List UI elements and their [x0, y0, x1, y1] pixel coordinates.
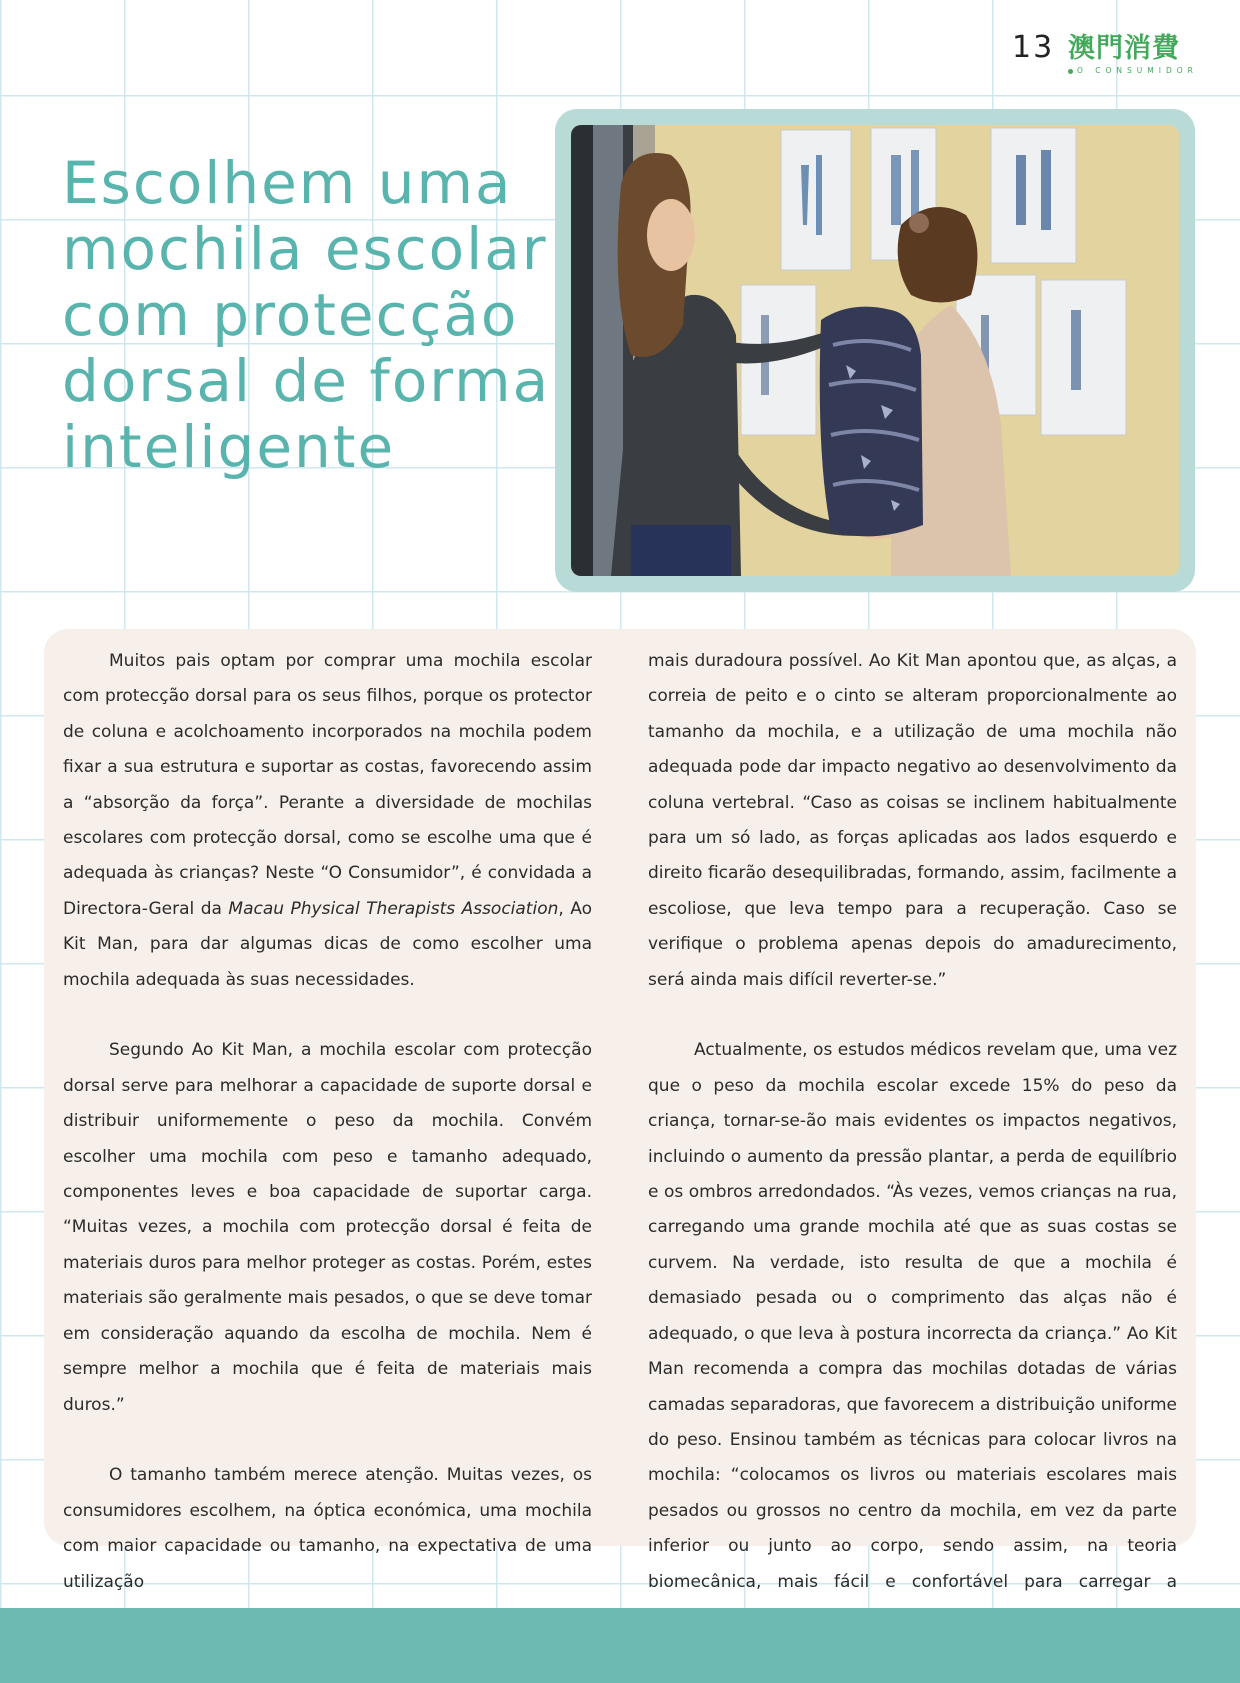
article-column-right: [648, 644, 1177, 1671]
paragraph-1-text-a: Muitos pais optam por comprar uma mochila escolar com protecção dorsal para os seus filhos, porque os protector de coluna e acolchoamento incorporados na mochila podem fixar a sua estrutura e suportar as costas, favorecendo assim a “absorção da força”. Perante a diversidade de mochilas escolares com protecção dorsal, como se escolhe uma que é adequada às crianças? Neste “O Consumidor”, é convidada a Directora-Geral da: [63, 651, 592, 919]
article-paragraph-1: [63, 644, 592, 998]
article-paragraph-3-end: mais duradoura possível. Ao Kit Man apontou que, as alças, a correia de peito e o cinto se alteram proporcionalmente ao tamanho da mochila, e a utilização de uma mochila não adequada pode dar impacto negativo ao desenvolvimento da coluna vertebral. “Caso as coisas se inclinem habitualmente para um só lado, as forças aplicadas aos lados esquerdo e direito ficarão desequilibradas, formando, assim, facilmente a escoliose, que leva tempo para a recuperação. Caso se verifique o problema apenas depois do amadurecimento, será ainda mais difícil reverter-se.”: [648, 651, 1177, 990]
photo-physiotherapist-adjusting-backpack-icon: [571, 125, 1179, 576]
page-number: 13: [1012, 30, 1055, 65]
article-paragraph-3-start: O tamanho também merece atenção. Muitas vezes, os consumidores escolhem, na óptica económica, uma mochila com maior capacidade ou tamanho, na expectativa de uma utilização: [63, 1465, 592, 1592]
footer-band: [0, 1608, 1240, 1683]
article-title: Escolhem uma mochila escolar com protecção dorsal de forma inteligente: [62, 149, 551, 481]
paragraph-1-text-b: , Ao Kit Man, para dar algumas dicas de como escolher uma mochila adequada às suas necessidades.: [63, 898, 592, 990]
logo-chinese-text: 澳門消費: [1068, 33, 1180, 64]
article-paragraph-4: Actualmente, os estudos médicos revelam que, uma vez que o peso da mochila escolar excede 15% do peso da criança, tornar-se-ão mais evidentes os impactos negativos, incluindo o aumento da pressão plantar, a perda de equilíbrio e os ombros arredondados. “Às vezes, vemos crianças na rua, carregando uma grande mochila até que as suas costas se curvem. Na verdade, isto resulta de que a mochila é demasiado pesada ou o comprimento das alças não é adequado, o que leva à postura incorrecta da criança.” Ao Kit Man recomenda a compra das mochilas dotadas de várias camadas separadoras, que favorecem a distribuição uniforme do peso. Ensinou também as técnicas para colocar livros na mochila: “colocamos os livros ou materiais escolares mais pesados ou grossos no centro da mochila, em vez da parte inferior ou junto ao corpo, sendo assim, na teoria biomecânica, mais fácil e confortável para carregar a: [648, 1040, 1177, 1592]
logo-dot-icon: [1068, 69, 1073, 74]
article-text-panel: [44, 629, 1196, 1592]
photo-frame: [555, 109, 1195, 592]
article-column-left: [63, 644, 592, 1635]
article-paragraph-2: Segundo Ao Kit Man, a mochila escolar com protecção dorsal serve para melhorar a capacidade de suporte dorsal e distribuir uniformemente o peso da mochila. Convém escolher uma mochila com peso e tamanho adequado, componentes leves e boa capacidade de suportar carga. “Muitas vezes, a mochila com protecção dorsal é feita de materiais duros para melhor proteger as costas. Porém, estes materiais são geralmente mais pesados, o que se deve tomar em consideração aquando da escolha de mochila. Nem é sempre melhor a mochila que é feita de materiais mais duros.”: [63, 1040, 592, 1415]
article-photo: [571, 125, 1179, 576]
logo-latin-text: O CONSUMIDOR: [1077, 66, 1198, 75]
magazine-logo: [1068, 33, 1198, 78]
logo-latin-line: [1068, 66, 1198, 76]
association-name-italic: Macau Physical Therapists Association: [228, 898, 559, 919]
